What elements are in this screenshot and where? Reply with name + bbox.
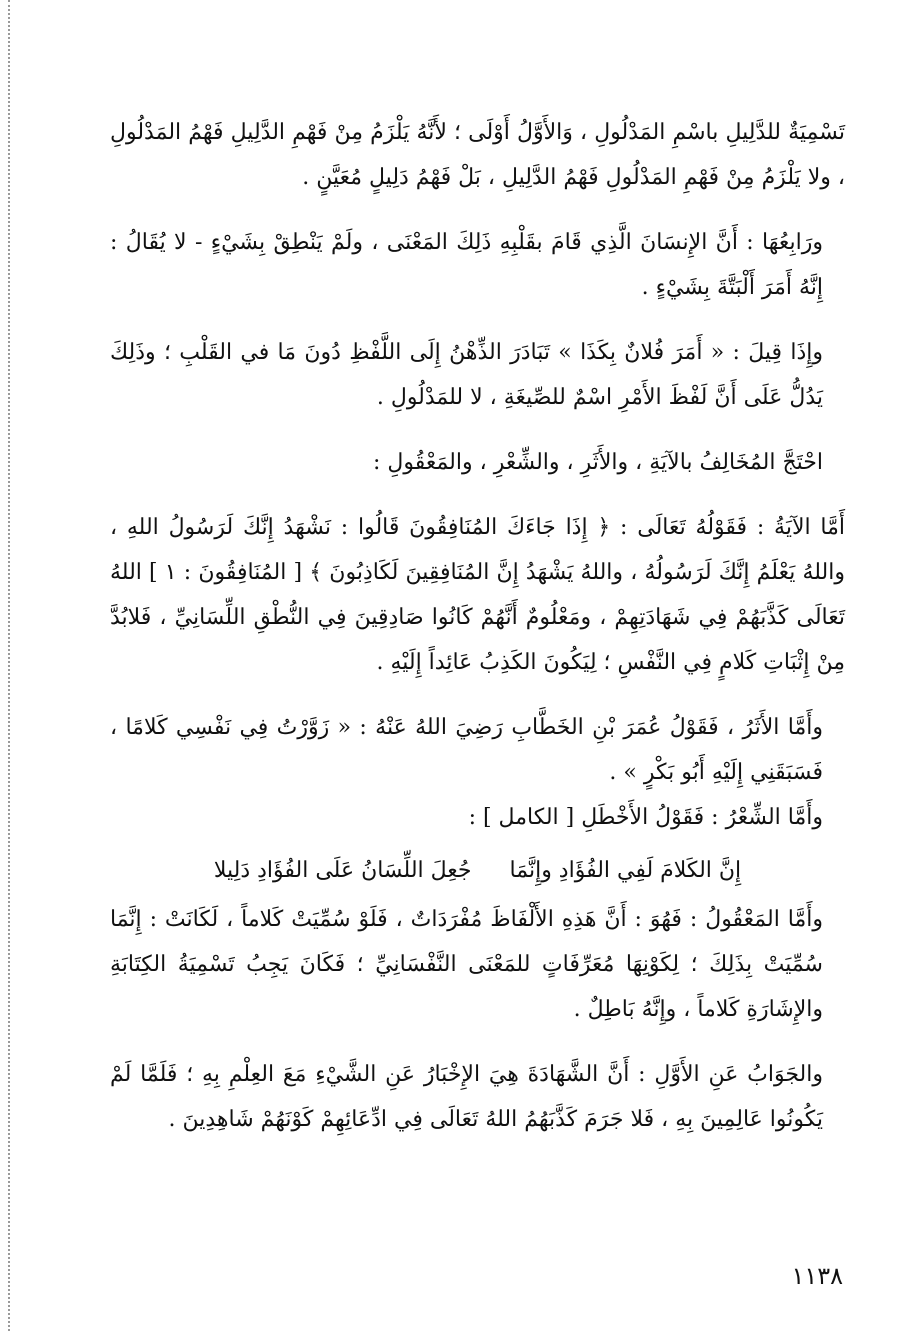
paragraph-1: تَسْمِيَةٌ للدَّلِيلِ باسْمِ المَدْلُولِ ، وَالأَوَّلُ أَوْلَى ؛ لأَنَّهُ يَلْزَمُ مِنْ فَهْمِ الدَّلِيلِ فَهْمُ المَدْلُولِ ، ولا يَلْزَمُ مِنْ فَهْمِ المَدْلُولِ فَهْمُ الدَّلِيلِ ، بَلْ فَهْمُ دَلِيلٍ مُعَيَّنٍ . — [110, 120, 845, 190]
paragraph-gap — [110, 485, 845, 505]
paragraph-8: وأَمَّا المَعْقُولُ : فَهُوَ : أَنَّ هَذِهِ الأَلْفَاظَ مُفْرَدَاتٌ ، فَلَوْ سُمِّيَتْ كَلاماً ، لَكَانَتْ : إِنَّمَا سُمِّيَتْ بِذَلِكَ ؛ لِكَوْنِهَا مُعَرِّفَاتٍ للمَعْنَى النَّفْسَانِيِّ ؛ فَكَانَ يَجِبُ تَسْمِيَةُ الكِتَابَةِ والإِشَارَةِ كَلاماً ، وإِنَّهُ بَاطِلٌ . — [110, 907, 823, 1022]
paragraph-gap — [110, 310, 845, 330]
verse-second-hemistich: جُعِلَ اللِّسَانُ عَلَى الفُؤَادِ دَلِيلا — [213, 858, 472, 883]
paragraph-3: وإِذَا قِيلَ : « أَمَرَ فُلانٌ بِكَذَا » تَبَادَرَ الذِّهْنُ إِلَى اللَّفْظِ دُونَ مَا في القَلْبِ ؛ وذَلِكَ يَدُلُّ عَلَى أَنَّ لَفْظَ الأَمْرِ اسْمٌ للصِّيغَةِ ، لا للمَدْلُولِ . — [110, 340, 823, 410]
verse-first-hemistich: إِنَّ الكَلامَ لَفِي الفُؤَادِ وإِنَّمَا — [509, 858, 742, 883]
paragraph-gap — [110, 420, 845, 440]
main-text — [110, 110, 845, 1142]
paragraph-gap — [110, 1032, 845, 1052]
paragraph-gap — [110, 200, 845, 220]
paragraph-2: ورَابِعُهَا : أَنَّ الإِنسَانَ الَّذِي قَامَ بقَلْبِهِ ذَلِكَ المَعْنَى ، ولَمْ يَنْطِقْ بِشَيْءٍ - لا يُقَالُ : إِنَّهُ أَمَرَ أَلْبَتَّةَ بِشَيْءٍ . — [110, 230, 823, 300]
paragraph-4: احْتَجَّ المُخَالِفُ بالآيَةِ ، والأَثَرِ ، والشِّعْرِ ، والمَعْقُولِ : — [372, 450, 823, 475]
binding-edge — [8, 0, 10, 1331]
paragraph-5: أَمَّا الآيَةُ : فَقَوْلُهُ تَعَالَى : ﴿ إِذَا جَاءَكَ المُنَافِقُونَ قَالُوا : نَشْهَدُ إِنَّكَ لَرَسُولُ اللهِ ، واللهُ يَعْلَمُ إِنَّكَ لَرَسُولُهُ ، واللهُ يَشْهَدُ إِنَّ المُنَافِقِينَ لَكَاذِبُونَ ﴾ [ المُنَافِقُونَ : ١ ] اللهُ تَعَالَى كَذَّبَهُمْ فِي شَهَادَتِهِمْ ، ومَعْلُومٌ أَنَّهُمْ كَانُوا صَادِقِينَ فِي النُّطْقِ اللِّسَانِيِّ ، فَلابُدَّ مِنْ إِثْبَاتِ كَلامٍ فِي النَّفْسِ ؛ لِيَكُونَ الكَذِبُ عَائِداً إِلَيْهِ . — [110, 515, 845, 675]
paragraph-6: وأَمَّا الأَثَرُ ، فَقَوْلُ عُمَرَ بْنِ الخَطَّابِ رَضِيَ اللهُ عَنْهُ : « زَوَّرْتُ فِي نَفْسِي كَلامًا ، فَسَبَقَنِي إِلَيْهِ أَبُو بَكْرٍ » . — [110, 715, 823, 785]
paragraph-9: والجَوَابُ عَنِ الأَوَّلِ : أَنَّ الشَّهَادَةَ هِيَ الإِخْبَارُ عَنِ الشَّيْءِ مَعَ العِلْمِ بِهِ ؛ فَلَمَّا لَمْ يَكُونُوا عَالِمِينَ بِهِ ، فَلا جَرَمَ كَذَّبَهُمُ اللهُ تَعَالَى فِي ادِّعَائِهِمْ كَوْنَهُمْ شَاهِدِينَ . — [110, 1062, 823, 1132]
poetry-verse — [110, 848, 845, 893]
paragraph-7: وأَمَّا الشِّعْرُ : فَقَوْلُ الأَخْطَلِ [ الكامل ] : — [468, 805, 823, 830]
paragraph-gap — [110, 685, 845, 705]
page-number: ١١٣٨ — [791, 1262, 843, 1290]
